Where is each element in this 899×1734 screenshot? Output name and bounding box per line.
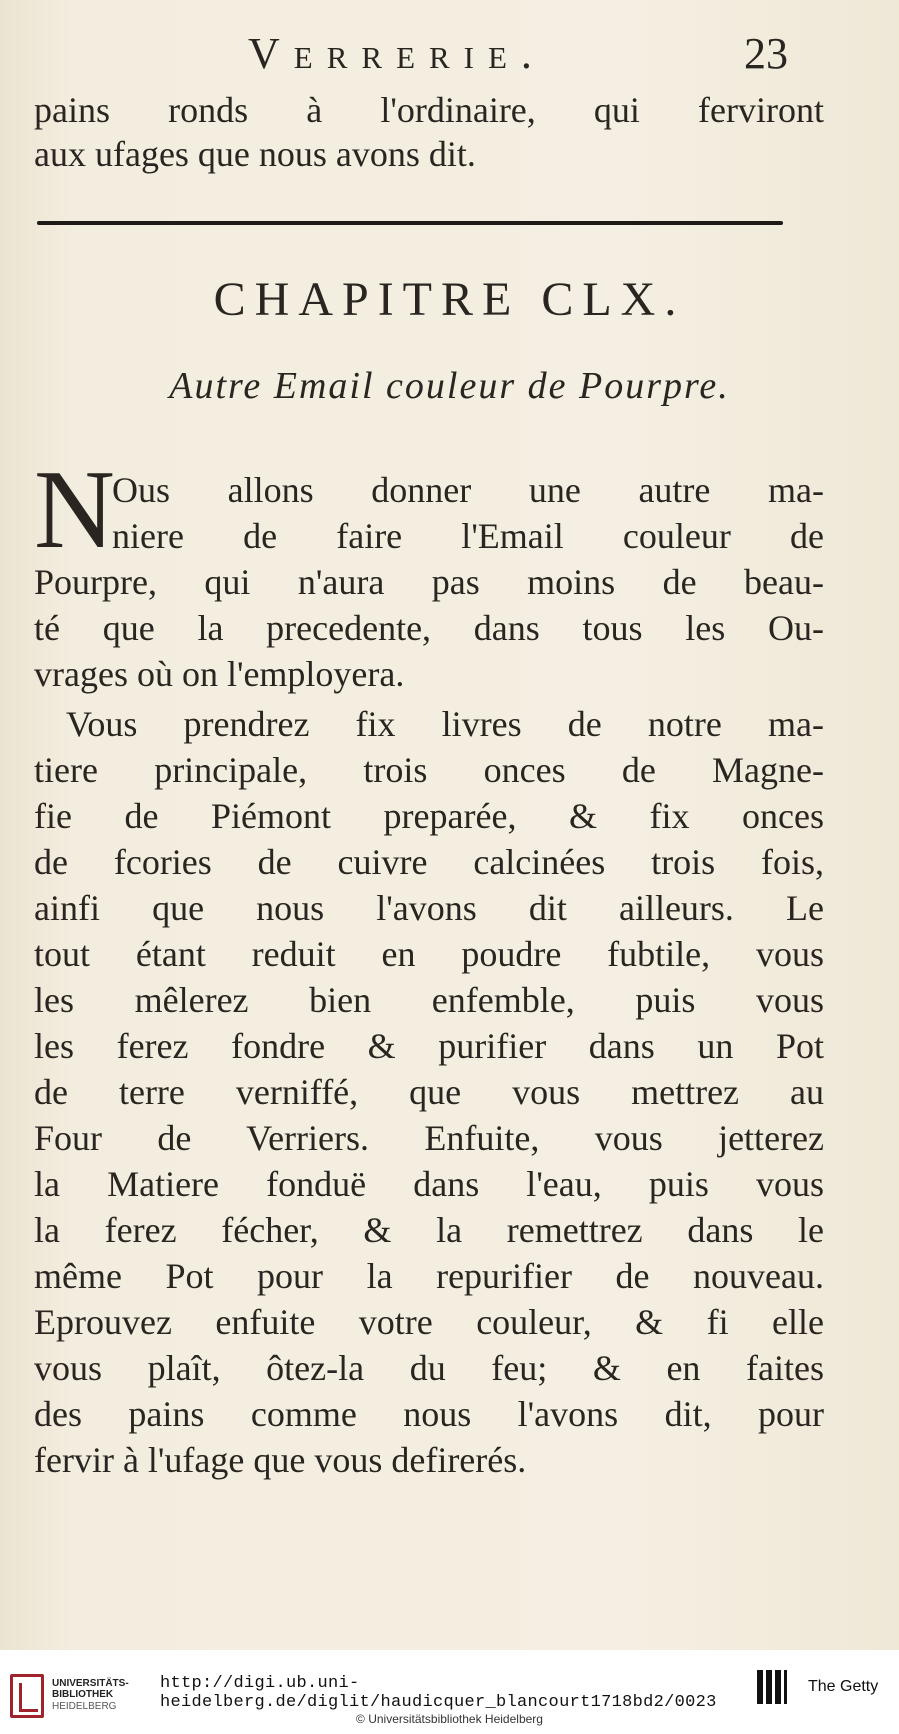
text-line: vous plaît, ôtez-la du feu; & en faites [34, 1348, 824, 1388]
text-line: tiere principale, trois onces de Magne- [34, 750, 824, 790]
digitization-footer [0, 1650, 899, 1734]
section-divider [37, 221, 783, 225]
text-line: Eprouvez enfuite votre couleur, & fi elle [34, 1302, 824, 1342]
chapter-title: CHAPITRE CLX. [213, 273, 686, 326]
text-line: les ferez fondre & purifier dans un Pot [34, 1026, 824, 1066]
text-line: Pourpre, qui n'aura pas moins de beau- [34, 562, 824, 602]
chapter-subtitle: Autre Email couleur de Pourpre. [169, 365, 730, 407]
university-name-line: BIBLIOTHEK [52, 1689, 114, 1700]
running-title: Verrerie. [248, 29, 546, 78]
drop-cap: N [34, 448, 115, 572]
copyright-notice: © Universitätsbibliothek Heidelberg [356, 1712, 543, 1726]
text-line: Vous prendrez fix livres de notre ma- [66, 704, 824, 744]
university-city: HEIDELBERG [52, 1701, 117, 1712]
text-line: des pains comme nous l'avons dit, pour [34, 1394, 824, 1434]
partner-name: The Getty [808, 1678, 879, 1695]
running-head [248, 28, 788, 78]
source-url-link[interactable]: http://digi.ub.uni-heidelberg.de/diglit/haudicquer_blancourt1718bd2/0023 [160, 1674, 717, 1712]
text-line: tout étant reduit en poudre fubtile, vous [34, 934, 824, 974]
text-line: la Matiere fonduë dans l'eau, puis vous [34, 1164, 824, 1204]
text-line: de terre verniffé, que vous mettrez au [34, 1072, 824, 1112]
text-line: Four de Verriers. Enfuite, vous jetterez [34, 1118, 824, 1158]
text-line: pains ronds à l'ordinaire, qui ferviront [34, 90, 824, 130]
university-name [52, 1678, 129, 1700]
text-line: fie de Piémont preparée, & fix onces [34, 796, 824, 836]
text-line: aux ufages que nous avons dit. [34, 134, 476, 174]
text-line: même Pot pour la repurifier de nouveau. [34, 1256, 824, 1296]
getty-logo-icon [757, 1670, 787, 1704]
text-line: Ous allons donner une autre ma- [112, 470, 824, 510]
text-line: té que la precedente, dans tous les Ou- [34, 608, 824, 648]
university-name-line: UNIVERSITÄTS- [52, 1678, 129, 1689]
text-line: ainfi que nous l'avons dit ailleurs. Le [34, 888, 824, 928]
text-line: de fcories de cuivre calcinées trois fois, [34, 842, 824, 882]
page-number: 23 [744, 29, 788, 78]
text-line: les mêlerez bien enfemble, puis vous [34, 980, 824, 1020]
text-line: la ferez fécher, & la remettrez dans le [34, 1210, 824, 1250]
text-line: fervir à l'ufage que vous defirerés. [34, 1440, 527, 1480]
text-line: vrages où on l'employera. [34, 654, 405, 694]
text-line: niere de faire l'Email couleur de [112, 516, 824, 556]
